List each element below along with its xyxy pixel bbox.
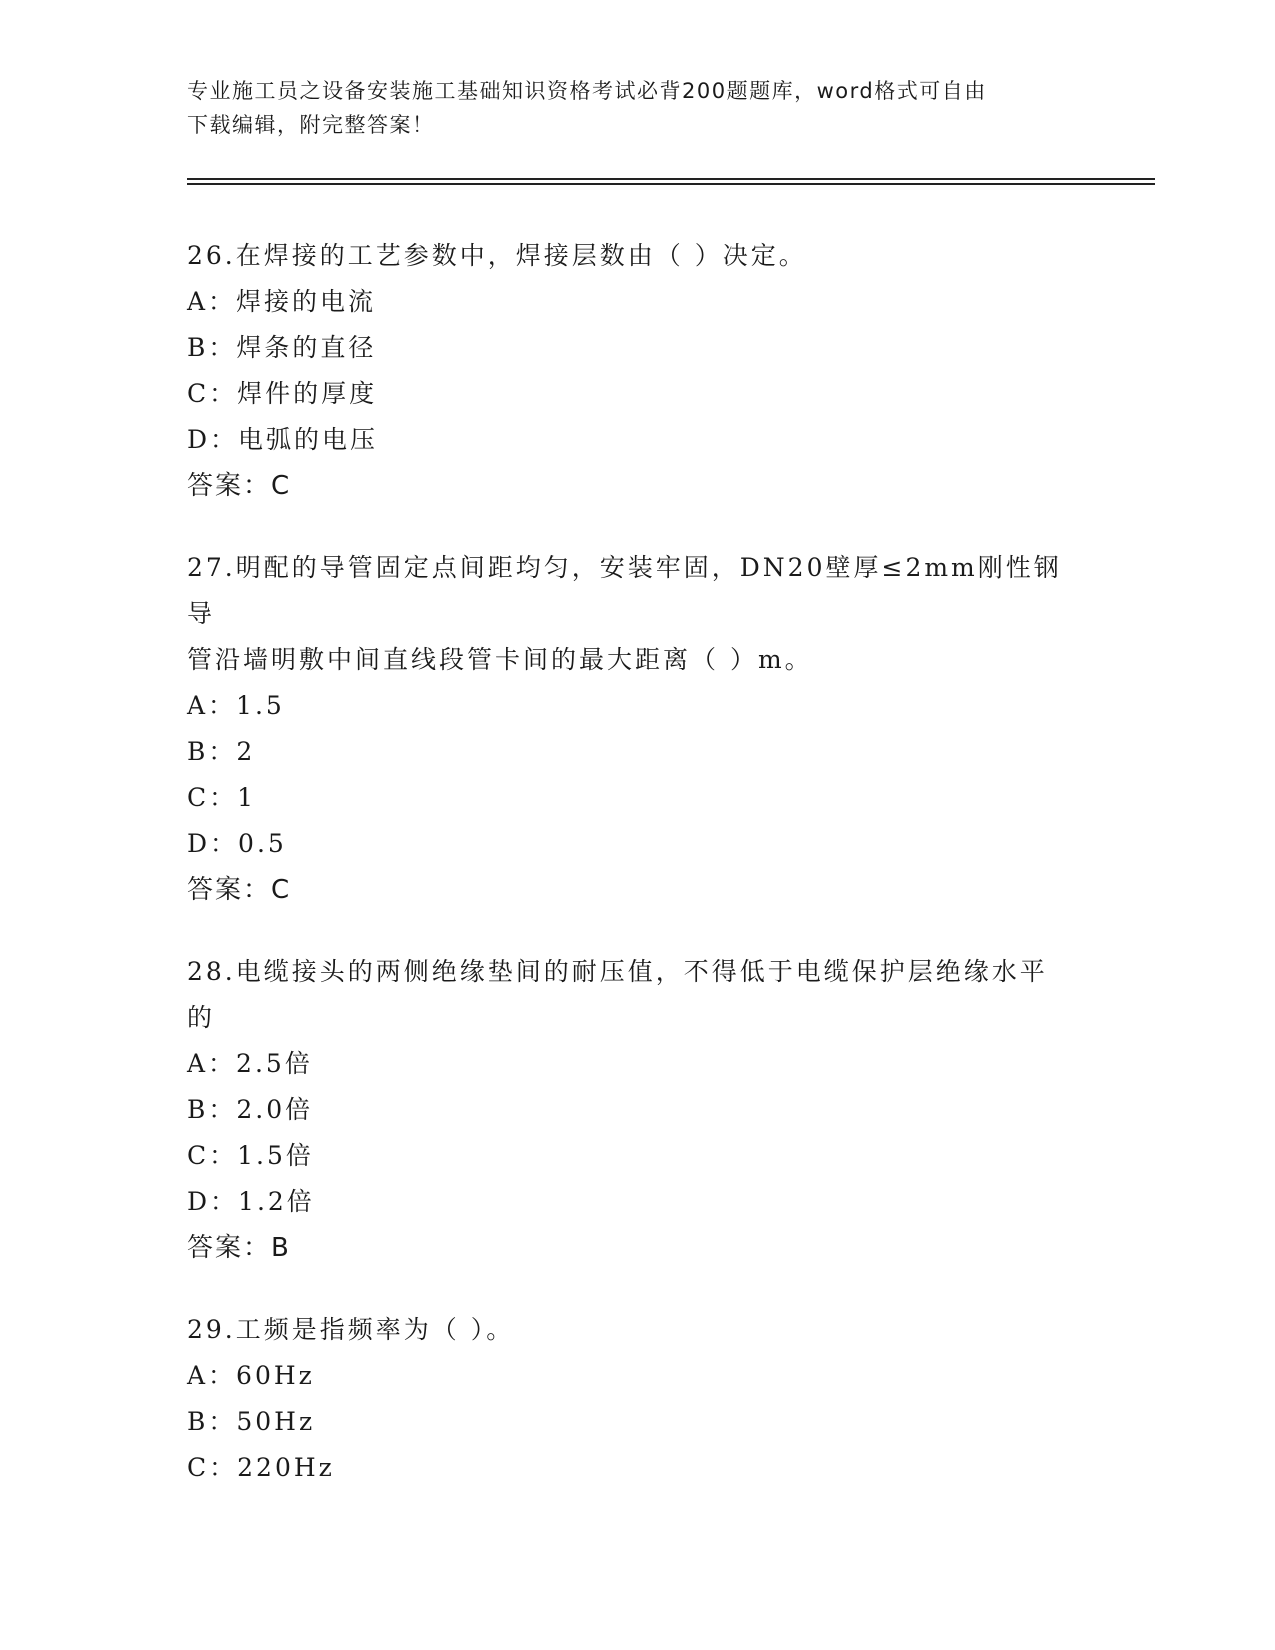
question-text: 29.工频是指频率为（ ）。 xyxy=(187,1315,515,1344)
question-text: 28.电缆接头的两侧绝缘垫间的耐压值，不得低于电缆保护层绝缘水平 xyxy=(187,957,1048,986)
header-line-2: 下载编辑，附完整答案！ xyxy=(187,113,435,137)
question-text: 27.明配的导管固定点间距均匀，安装牢固，DN20壁厚≤2mm刚性钢导 xyxy=(187,553,1062,628)
document-header xyxy=(187,74,1087,142)
option-c: C：1 xyxy=(187,783,257,812)
question-text-continued: 的 xyxy=(187,1003,216,1032)
header-divider-top xyxy=(187,178,1155,180)
option-a: A：2.5倍 xyxy=(187,1049,313,1078)
option-d: D：0.5 xyxy=(187,829,287,858)
answer: 答案：C xyxy=(187,471,292,501)
option-b: B：焊条的直径 xyxy=(187,333,377,362)
question-26 xyxy=(187,233,1087,509)
option-c: C：1.5倍 xyxy=(187,1141,314,1170)
question-text-continued: 管沿墙明敷中间直线段管卡间的最大距离（ ）m。 xyxy=(187,645,813,674)
question-29 xyxy=(187,1307,1087,1491)
question-27 xyxy=(187,545,1087,913)
option-b: B：2.0倍 xyxy=(187,1095,314,1124)
option-a: A：焊接的电流 xyxy=(187,287,377,316)
option-a: A：1.5 xyxy=(187,691,285,720)
answer: 答案：B xyxy=(187,1233,291,1263)
header-divider-bottom xyxy=(187,183,1155,185)
option-a: A：60Hz xyxy=(187,1361,315,1390)
option-d: D：1.2倍 xyxy=(187,1187,315,1216)
option-c: C：焊件的厚度 xyxy=(187,379,378,408)
question-text: 26.在焊接的工艺参数中，焊接层数由（ ）决定。 xyxy=(187,241,807,270)
option-d: D：电弧的电压 xyxy=(187,425,379,454)
header-line-1: 专业施工员之设备安装施工基础知识资格考试必背200题题库，word格式可自由 xyxy=(187,79,987,103)
option-b: B：50Hz xyxy=(187,1407,316,1436)
option-c: C：220Hz xyxy=(187,1453,335,1482)
question-list xyxy=(187,233,1087,1527)
answer: 答案：C xyxy=(187,875,292,905)
option-b: B：2 xyxy=(187,737,256,766)
question-28 xyxy=(187,949,1087,1271)
